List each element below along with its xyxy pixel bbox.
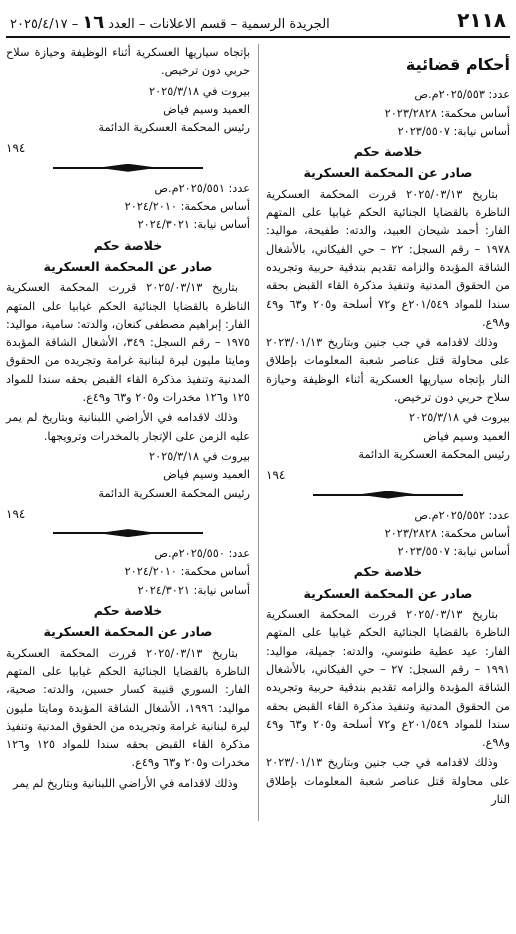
judgment-summary-heading: خلاصة حكم bbox=[93, 237, 163, 253]
running-title-date: – ٢٠٢٥/٤/١٧ bbox=[10, 17, 79, 32]
court-heading: صادر عن المحكمة العسكرية bbox=[303, 585, 473, 601]
judgment-paragraph: بتاريخ ٢٠٢٥/٠٣/١٣ قررت المحكمة العسكرية الناظرة بالقضايا الجنائية الحكم غيابيا على المتهم الفار: عيد عطية طنوسي، والدته: جميلة، مواليد: ١٩٩١ – رقم السجل: ٢٧ – حي الفيكاني، بالأشغال الشاقة المؤبدة والزامه تقديم بندقية حربية وتجريده من الحقوق المدنية وتنفيذ مذكرة القاء القبض بحقه سندا للمواد ٢٠١/٥٤٩ع و٧٢ أسلحة و٢٠٥ و٦٣ و٤٩ و٩٨ع. bbox=[266, 608, 510, 750]
sequence-number: ١٩٤ bbox=[266, 468, 286, 483]
signatory-title: رئيس المحكمة العسكرية الدائمة bbox=[358, 447, 510, 461]
judgment-paragraph: بتاريخ ٢٠٢٥/٠٣/١٣ قررت المحكمة العسكرية الناظرة بالقضايا الجنائية الحكم غيابيا على المتهم الفار: السوري قنيبة كسار حسين، والدته: صحية، مواليد: ١٩٩٦، الأشغال الشاقة المؤبدة ومايتا مليون ليرة لبنانية غرامة وتجريده من الحقوق المدنية وتنفيذ مذكرة القاء القبض بحقه سندا للمواد ١٢٥ و١٢٦ مخدرات و٢٠٥ و٦٣ و٤٩ع. bbox=[6, 646, 250, 770]
section-title: أحكام قضائية bbox=[405, 55, 510, 74]
prosecution-basis: أساس نيابة: ٢٠٢٣/٥٥٠٧ bbox=[397, 545, 510, 559]
court-basis: أساس محكمة: ٢٠٢٣/٢٨٢٨ bbox=[384, 526, 510, 540]
judgment-summary-heading: خلاصة حكم bbox=[353, 144, 423, 160]
judgment-paragraph: وذلك لاقدامه في الأراضي اللبنانية وبتاريخ لم يمر عليه الزمن على الإتجار بالمخدرات وترويجها. bbox=[6, 411, 250, 443]
judgment-block bbox=[266, 507, 510, 810]
judgment-paragraph: وذلك لاقدامه في جب جنين وبتاريخ ٢٠٢٣/٠١/١٣ على محاولة قتل عناصر شعبة المعلومات بإطلاق النار بإتجاه سياريها العسكرية أثناء الوظيفة وحيازة سلاح حربي دون ترخيص. bbox=[266, 336, 510, 405]
prosecution-basis: أساس نيابة: ٢٠٢٤/٣٠٢١ bbox=[137, 583, 250, 597]
running-title bbox=[10, 12, 330, 33]
section-divider bbox=[53, 529, 203, 537]
page-header bbox=[6, 6, 510, 38]
judgment-summary-heading: خلاصة حكم bbox=[93, 603, 163, 619]
judgment-paragraph: وذلك لاقدامه في الأراضي اللبنانية وبتاريخ لم يمر bbox=[12, 776, 238, 790]
signature-block bbox=[6, 83, 250, 138]
case-meta bbox=[6, 180, 250, 235]
court-basis: أساس محكمة: ٢٠٢٣/٢٨٢٨ bbox=[384, 106, 510, 120]
case-meta bbox=[266, 86, 510, 141]
section-divider bbox=[313, 491, 463, 499]
prosecution-basis: أساس نيابة: ٢٠٢٣/٥٥٠٧ bbox=[397, 124, 510, 138]
court-heading: صادر عن المحكمة العسكرية bbox=[303, 165, 473, 181]
signatory-name: العميد وسيم فياض bbox=[163, 468, 250, 482]
judgment-block bbox=[266, 86, 510, 484]
case-number: عدد: ٢٠٢٥/٥٥٢م.ص bbox=[414, 508, 510, 522]
right-column bbox=[266, 44, 510, 811]
case-meta bbox=[6, 545, 250, 600]
court-heading: صادر عن المحكمة العسكرية bbox=[43, 624, 213, 640]
page-number: ٢١١٨ bbox=[457, 8, 506, 32]
court-basis: أساس محكمة: ٢٠٢٤/٢٠١٠ bbox=[124, 200, 250, 214]
section-divider bbox=[53, 164, 203, 172]
judgment-paragraph: وذلك لاقدامه في جب جنين وبتاريخ ٢٠٢٣/٠١/١٣ على محاولة قتل عناصر شعبة المعلومات بإطلاق النار bbox=[266, 756, 510, 806]
judgment-summary-heading: خلاصة حكم bbox=[353, 564, 423, 580]
judgment-block bbox=[6, 180, 250, 523]
court-heading: صادر عن المحكمة العسكرية bbox=[43, 258, 213, 274]
signatory-name: العميد وسيم فياض bbox=[163, 102, 250, 116]
case-number: عدد: ٢٠٢٥/٥٥٠م.ص bbox=[154, 547, 250, 561]
sequence-number: ١٩٤ bbox=[6, 141, 26, 156]
signature-block bbox=[266, 409, 510, 464]
judgment-paragraph: بتاريخ ٢٠٢٥/٠٣/١٣ قررت المحكمة العسكرية الناظرة بالقضايا الجنائية الحكم غيابيا على المتهم الفار: أحمد شيحان العبيد، والدته: طفيحة، مواليد: ١٩٧٨ – رقم السجل: ٢٢ – حي الفيكاني، بالأشغال الشاقة المؤبدة والزامه تقديم بندقية حربية وتجريده من الحقوق المدنية وتنفيذ مذكرة القاء القبض بحقه سندا للمواد ٢٠١/٥٤٩ع و٧٢ أسلحة و٢٠٥ و٦٣ و٤٩ و٩٨ع. bbox=[266, 187, 510, 329]
continuation-paragraph: بإتجاه سياريها العسكرية أثناء الوظيفة وحيازة سلاح حربي دون ترخيص. bbox=[6, 46, 250, 78]
signature-date: بيروت في ٢٠٢٥/٣/١٨ bbox=[409, 411, 510, 425]
signatory-title: رئيس المحكمة العسكرية الدائمة bbox=[98, 121, 250, 135]
judgment-paragraph: بتاريخ ٢٠٢٥/٠٣/١٣ قررت المحكمة العسكرية الناظرة بالقضايا الجنائية الحكم غيابيا على المتهم الفار: إبراهيم مصطفى كنعان، والدته: سامية، مواليد: ١٩٧٥ – رقم السجل: ٣٤٩، الأشغال الشاقة المؤبدة ومايتا مليون ليرة لبنانية غرامة وتجريده من الحقوق المدنية وتنفيذ مذكرة القاء القبض بحقه سندا للمواد ١٢٥ و١٢٦ مخدرات و٢٠٥ و٦٣ و٤٩ع. bbox=[6, 281, 250, 405]
case-number: عدد: ٢٠٢٥/٥٥١م.ص bbox=[154, 181, 250, 195]
signature-date: بيروت في ٢٠٢٥/٣/١٨ bbox=[149, 84, 250, 98]
case-meta bbox=[266, 507, 510, 562]
signatory-title: رئيس المحكمة العسكرية الدائمة bbox=[98, 486, 250, 500]
signature-date: بيروت في ٢٠٢٥/٣/١٨ bbox=[149, 449, 250, 463]
signatory-name: العميد وسيم فياض bbox=[423, 429, 510, 443]
court-basis: أساس محكمة: ٢٠٢٤/٢٠١٠ bbox=[124, 565, 250, 579]
left-column bbox=[6, 44, 250, 795]
sequence-number: ١٩٤ bbox=[6, 506, 26, 521]
issue-number: ١٦ bbox=[82, 12, 105, 33]
judgment-block bbox=[6, 545, 250, 793]
case-number: عدد: ٢٠٢٥/٥٥٣م.ص bbox=[414, 88, 510, 102]
prosecution-basis: أساس نيابة: ٢٠٢٤/٣٠٢١ bbox=[137, 218, 250, 232]
running-title-prefix: الجريدة الرسمية – قسم الاعلانات – العدد bbox=[108, 17, 330, 32]
signature-block bbox=[6, 448, 250, 503]
